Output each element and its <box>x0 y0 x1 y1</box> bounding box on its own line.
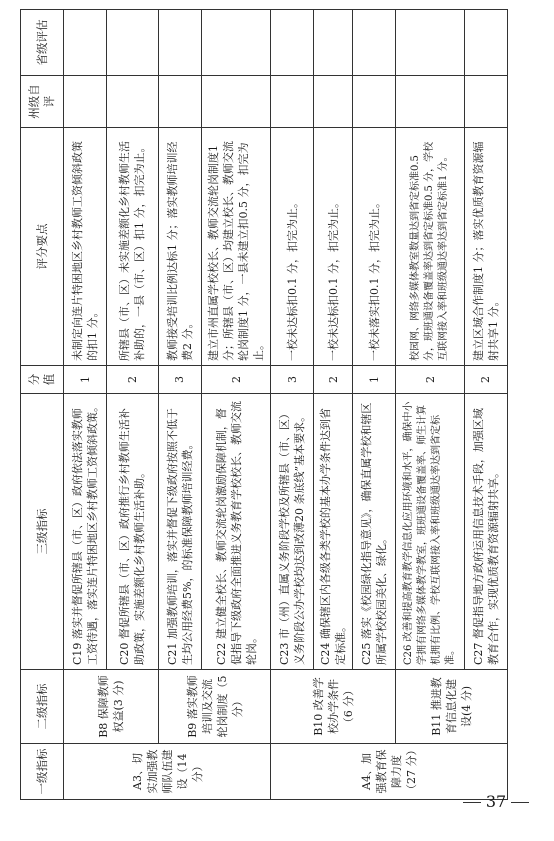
points-cell: 所辖县（市、区）未实施差额化乡村教师生活补助的，一县（市、区）扣1 分，扣完为止。 <box>107 128 159 366</box>
header-province-eval: 省级评估 <box>21 10 64 76</box>
page-number-dash-left <box>463 802 481 803</box>
score-cell: 1 <box>353 366 396 394</box>
points-cell: 建立区域合作制度1 分；落实优质教育资源辐射共享1 分。 <box>464 128 507 366</box>
province-eval-cell <box>314 10 353 76</box>
state-eval-cell <box>396 76 465 128</box>
header-level1: 一级指标 <box>21 744 64 800</box>
level3-cell: C26 改善和提高教育教学信息化应用环境和水平，确保中小学拥有网络多媒体教学教室，班班通设备覆盖率、师生计算机拥有比例、学校互联网接入率和班级通达率达到省定标准。 <box>396 394 465 670</box>
province-eval-cell <box>271 10 314 76</box>
header-score: 分值 <box>21 366 64 394</box>
points-cell: 一校未落实扣0.1 分，扣完为止。 <box>353 128 396 366</box>
province-eval-cell <box>201 10 271 76</box>
page-number-text: 37 <box>485 792 507 811</box>
header-level3: 三级指标 <box>21 394 64 670</box>
points-cell: 一校未达标扣0.1 分，扣完为止。 <box>314 128 353 366</box>
points-cell: 校园网、网络多媒体教室数量达到省定标准0.5 分，班班通设备覆盖率达到省定标准0.5 分，学校互联网接入率和班级通达率达到省定标准1 分。 <box>396 128 465 366</box>
level2-cell: B11 推进教育信息化建设(4 分) <box>396 670 508 744</box>
state-eval-cell <box>353 76 396 128</box>
state-eval-cell <box>464 76 507 128</box>
score-cell: 3 <box>271 366 314 394</box>
level3-cell: C19 落实并督促所辖县（市、区）政府依法落实教师工资待遇，落实连片特困地区乡村教师工资倾斜政策。 <box>64 394 107 670</box>
header-state-self-eval: 州级自评 <box>21 76 64 128</box>
score-cell: 3 <box>158 366 201 394</box>
level3-cell: C22 建立健全校长、教师交流轮岗激励保障机制，督促指导下级政府全面推进义务教育学校校长、教师交流轮岗。 <box>201 394 271 670</box>
state-eval-cell <box>158 76 201 128</box>
state-eval-cell <box>271 76 314 128</box>
level1-cell: A3、切实加强教师队伍建设（14 分） <box>64 744 271 800</box>
points-cell: 教师接受培训比例达标1 分；落实教师培训经费2 分。 <box>158 128 201 366</box>
table-row <box>396 10 465 800</box>
points-cell: 一校未达标扣0.1 分，扣完为止。 <box>271 128 314 366</box>
page-number-dash-right <box>511 802 529 803</box>
table-row <box>271 10 314 800</box>
score-cell: 1 <box>64 366 107 394</box>
points-cell: 建立市州直属学校校长、教师交流轮岗制度1 分；所辖县（市、区）均建立校长、教师交流轮岗制度1 分，一县未建立扣0.5 分，扣完为止。 <box>201 128 271 366</box>
evaluation-table <box>20 9 508 800</box>
level3-cell: C20 督促所辖县（市、区）政府推行乡村教师生活补助政策，实施差额化乡村教师生活补助。 <box>107 394 159 670</box>
level1-cell: A4、加强教育保障力度（27 分） <box>271 744 508 800</box>
state-eval-cell <box>201 76 271 128</box>
state-eval-cell <box>64 76 107 128</box>
province-eval-cell <box>107 10 159 76</box>
page-number <box>446 792 546 811</box>
score-cell: 2 <box>464 366 507 394</box>
table-row <box>158 10 201 800</box>
province-eval-cell <box>464 10 507 76</box>
level3-cell: C24 确保辖区内各级各类学校的基本办学条件达到省定标准。 <box>314 394 353 670</box>
table-header-row <box>21 10 64 800</box>
level3-cell: C21 加强教师培训，落实并督促下级政府按照不低于生均公用经费5%，的标准保障教师培训经费。 <box>158 394 201 670</box>
province-eval-cell <box>64 10 107 76</box>
header-level2: 二级指标 <box>21 670 64 744</box>
province-eval-cell <box>158 10 201 76</box>
state-eval-cell <box>314 76 353 128</box>
score-cell: 2 <box>314 366 353 394</box>
state-eval-cell <box>107 76 159 128</box>
level2-cell: B9 落实教师培训及交流轮岗制度（5 分） <box>158 670 271 744</box>
province-eval-cell <box>353 10 396 76</box>
level2-cell: B8 保障教师权益(3 分) <box>64 670 159 744</box>
province-eval-cell <box>396 10 465 76</box>
level2-cell: B10 改善学校办学条件（6 分） <box>271 670 396 744</box>
level3-cell: C23 市（州）直属义务阶段学校及所辖县（市、区）义务阶段公办学校均达到改薄20 条底线”基本要求。 <box>271 394 314 670</box>
level3-cell: C27 督促指导地方政府运用信息技术手段，加强区域教育合作，实现优质教育资源辐射共享。 <box>464 394 507 670</box>
header-points: 评分要点 <box>21 128 64 366</box>
level3-cell: C25 落实《校园绿化指导意见》，确保直属学校和辖区所属学校校园美化、绿化。 <box>353 394 396 670</box>
score-cell: 2 <box>201 366 271 394</box>
points-cell: 未制定向连片特困地区乡村教师工资倾斜政策的扣1 分。 <box>64 128 107 366</box>
score-cell: 2 <box>107 366 159 394</box>
table-row <box>64 10 107 800</box>
rotated-table-page <box>20 10 508 800</box>
score-cell: 2 <box>396 366 465 394</box>
